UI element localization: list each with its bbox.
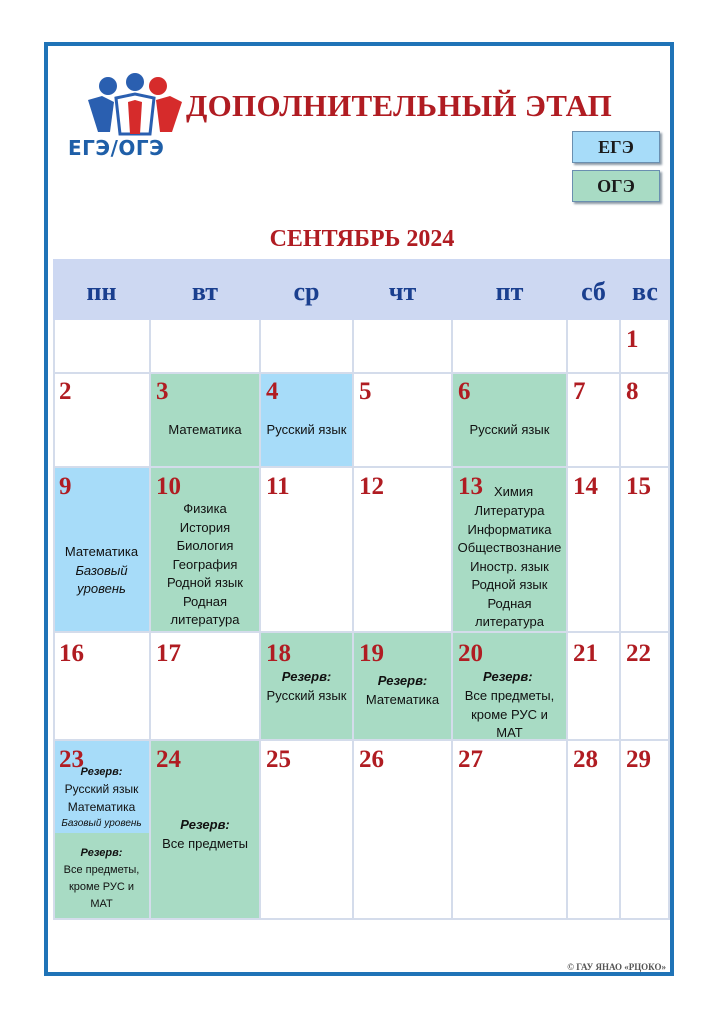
event-9: Математика Базовый уровень [64,544,139,596]
event-18: Резерв: Русский язык [266,669,347,703]
day-21: 21 [573,640,598,667]
day-10: 10 [156,473,181,500]
day-25: 25 [266,746,291,773]
event-23-ege: Резерв: Русский язык Математика Базовый уровень [61,766,142,829]
day-5: 5 [359,378,372,405]
event-13-first: Химия [494,484,534,499]
day-20: 20 [458,640,483,667]
weekday-wed: ср [293,277,320,306]
grid-line [53,739,670,741]
day-1: 1 [626,326,639,353]
event-3: Математика [168,422,242,437]
day-28: 28 [573,746,598,773]
day-23: 23 [59,746,84,773]
event-4: Русский язык [266,422,347,437]
page-title: ДОПОЛНИТЕЛЬНЫЙ ЭТАП [186,88,612,123]
weekday-mon: пн [86,277,117,306]
day-6: 6 [458,378,471,405]
grid-line [53,466,670,468]
event-23-oge: Резерв: Все предметы, кроме РУС и МАТ [63,847,140,910]
day-14: 14 [573,473,598,500]
grid-line [668,320,670,920]
event-6: Русский язык [469,422,550,437]
legend-ege: ЕГЭ [572,131,660,163]
day-24: 24 [156,746,181,773]
copyright: © ГАУ ЯНАО «РЦОКО» [567,962,666,972]
weekday-tue: вт [191,277,219,306]
day-29: 29 [626,746,651,773]
legend-oge: ОГЭ [572,170,660,202]
grid-line [53,631,670,633]
event-20-reserve: Резерв: [483,669,533,684]
event-20: Все предметы, кроме РУС и МАТ [464,688,555,740]
day-27: 27 [458,746,483,773]
event-19: Резерв: Математика [365,673,440,707]
day-16: 16 [59,640,84,667]
day-9: 9 [59,473,72,500]
day-17: 17 [156,640,181,667]
grid-line [619,320,621,920]
day-26: 26 [359,746,384,773]
day-7: 7 [573,378,586,405]
day-3: 3 [156,378,169,405]
grid-line [53,372,670,374]
event-13: Литература Информатика Обществознание Иностр. язык Родной язык Родная литература [457,503,562,629]
event-24: Резерв: Все предметы [162,817,248,851]
day-12: 12 [359,473,384,500]
day-11: 11 [266,473,290,500]
calendar-grid [53,259,670,920]
month-title: СЕНТЯБРЬ 2024 [269,226,455,252]
day-2: 2 [59,378,72,405]
weekday-thu: чт [388,277,417,306]
weekday-fri: пт [495,277,524,306]
weekday-sun: вс [632,277,658,306]
weekday-sat: сб [581,277,606,306]
event-10: Физика История Биология География Родной язык Родная литература [167,501,243,627]
logo-text: ЕГЭ/ОГЭ [68,136,165,160]
day-15: 15 [626,473,651,500]
day-19: 19 [359,640,384,667]
grid-line [352,320,354,920]
day-13: 13 [458,473,483,500]
grid-line [53,918,670,920]
day-8: 8 [626,378,639,405]
day-22: 22 [626,640,651,667]
day-18: 18 [266,640,291,667]
day-4: 4 [266,378,279,405]
